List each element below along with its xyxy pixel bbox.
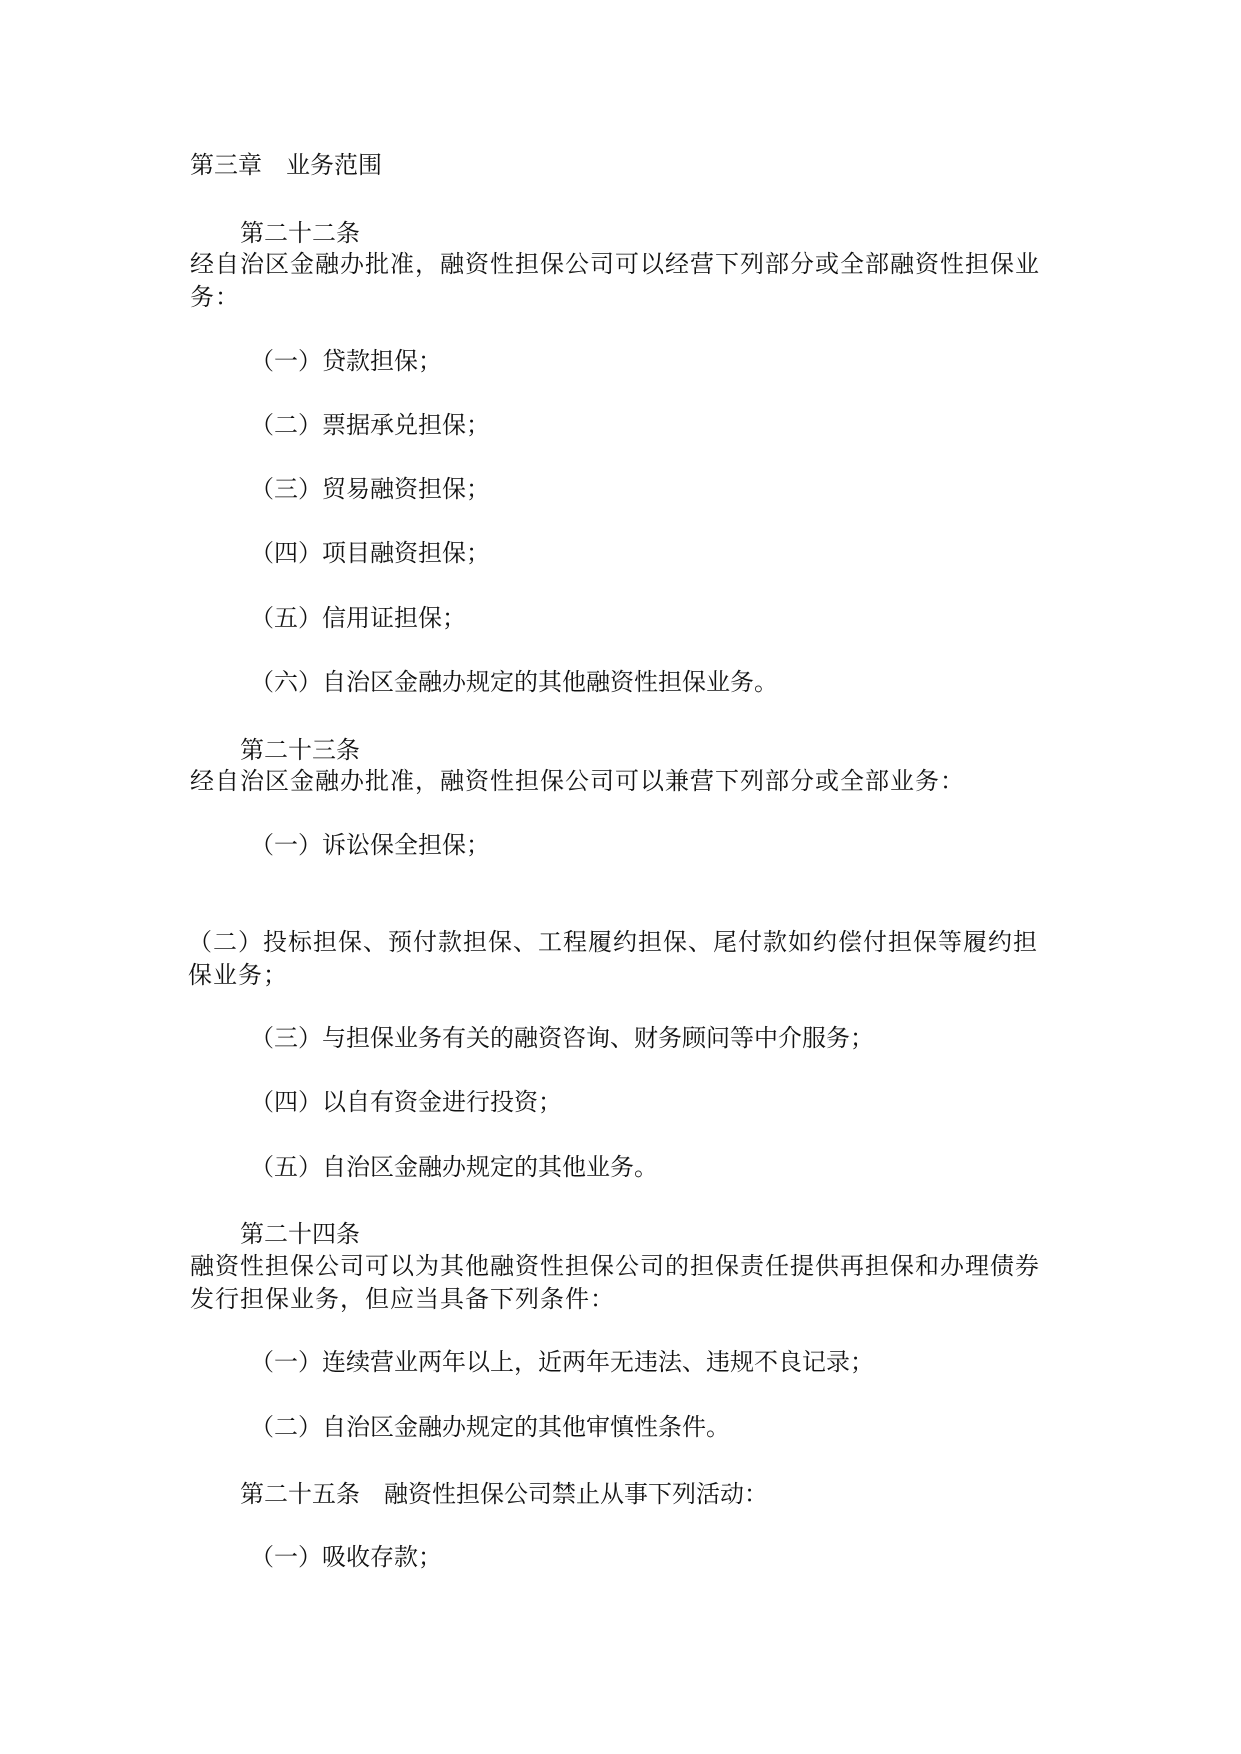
article-24-body: 融资性担保公司可以为其他融资性担保公司的担保责任提供再担保和办理债券发行担保业务，但应当具备下列条件： <box>190 1252 1040 1313</box>
chapter-title: 第三章 业务范围 <box>190 151 382 179</box>
article-23-item-3: （三）与担保业务有关的融资咨询、财务顾问等中介服务； <box>250 1024 874 1052</box>
article-23-heading: 第二十三条 <box>240 736 360 764</box>
article-24-item-1: （一）连续营业两年以上，近两年无违法、违规不良记录； <box>250 1348 874 1376</box>
article-25-item-1: （一）吸收存款； <box>250 1543 442 1571</box>
article-23-item-5: （五）自治区金融办规定的其他业务。 <box>250 1153 658 1181</box>
article-24-item-2: （二）自治区金融办规定的其他审慎性条件。 <box>250 1413 730 1441</box>
article-22-item-6: （六）自治区金融办规定的其他融资性担保业务。 <box>250 668 778 696</box>
article-23-body: 经自治区金融办批准，融资性担保公司可以兼营下列部分或全部业务： <box>190 767 965 795</box>
article-22-item-2: （二）票据承兑担保； <box>250 411 490 439</box>
article-23-item-4: （四）以自有资金进行投资； <box>250 1088 562 1116</box>
article-24-heading: 第二十四条 <box>240 1220 360 1248</box>
article-22-item-5: （五）信用证担保； <box>250 604 466 632</box>
article-22-body: 经自治区金融办批准，融资性担保公司可以经营下列部分或全部融资性担保业务： <box>190 250 1040 311</box>
article-22-heading: 第二十二条 <box>240 219 360 247</box>
article-22-item-1: （一）贷款担保； <box>250 347 442 375</box>
article-22-item-4: （四）项目融资担保； <box>250 539 490 567</box>
article-25-heading: 第二十五条 融资性担保公司禁止从事下列活动： <box>240 1480 768 1508</box>
article-23-item-2: （二）投标担保、预付款担保、工程履约担保、尾付款如约偿付担保等履约担保业务； <box>188 928 1038 989</box>
article-22-item-3: （三）贸易融资担保； <box>250 475 490 503</box>
article-23-item-1: （一）诉讼保全担保； <box>250 831 490 859</box>
